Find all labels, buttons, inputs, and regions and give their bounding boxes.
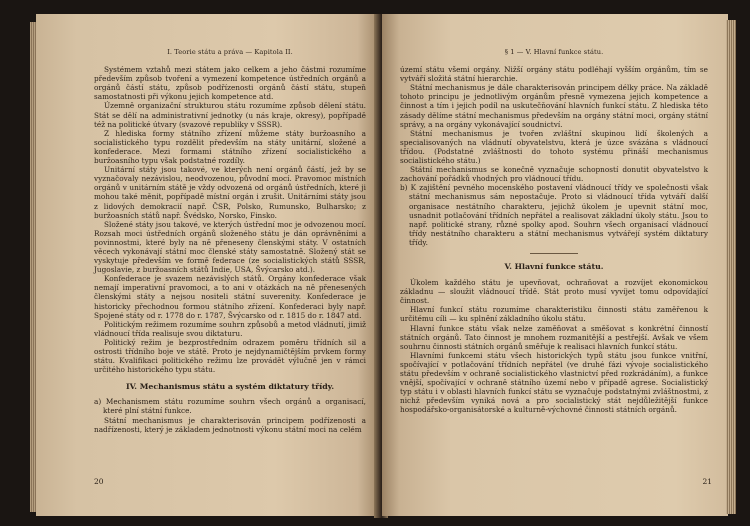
left-paragraph: Politický režim je bezprostředním odrazem poměru třídních sil a ostrosti třídního boje ve státě. Proto je nejdynamičtějším prvkem formy státu. Kvalifikaci politického režimu lze provádět výlučně jen v rámci určitého historického typu státu.: [94, 337, 366, 375]
right-section-title: V. Hlavní funkce státu.: [504, 261, 604, 271]
right-paragraph-2: Hlavní funkcí státu rozumíme charakteristiku činnosti státu zaměřenou k určitému cíli — ku splnění základního úkolu státu.: [400, 305, 708, 324]
right-paragraph: území státu všemi orgány. Nižší orgány státu podléhají vyšším orgánům, tím se vytváří složitá státní hierarchie.: [400, 65, 708, 84]
right-running-head: § 1 — V. Hlavní funkce státu.: [504, 48, 604, 56]
right-page: [382, 14, 728, 516]
left-list-item: a) Mechanismem státu rozumíme souhrn všech orgánů a organisací, které plní státní funkce.: [94, 397, 366, 416]
left-paragraph: Složené státy jsou takové, ve kterých ústřední moc je odvozenou mocí. Rozsah moci ústředních orgánů složeného státu je dán oprávněními a povinnostmi, které byly na ně přeneseny členskými státy. V ostatních věcech vykonávají státní moc členské státy samostatně. Složený stát se vyskytuje především ve formě federace (ze socialistických států SSSR, Jugoslavie, z buržoasních států Indie, USA, Švýcarsko atd.).: [94, 219, 366, 275]
left-section-title: IV. Mechanismus státu a systém diktatury třídy.: [125, 382, 335, 392]
right-paragraph: Státní mechanismus je tvořen zvláštní skupinou lidí školených a specialisovaných na vládnutí obyvatelstvu, která je úzce svázána s vládnoucí třídou. (Podstatné zvláštnosti do tohoto systému přináší mechanismus socialistického státu.): [400, 128, 708, 166]
right-list-item: b) K zajištění pevného mocenského postavení vládnoucí třídy ve společnosti však státní mechanismus sám nepostačuje. Proto si vládnoucí třída vytváří další organisace nestátního charakteru, jejichž úkolem je upevnit státní moc, usnadnit potlačování třídních nepřátel a realisovat základní úkoly státu. Jsou to např. politické strany, různé spolky apod. Souhrn všech organisací vládnoucí třídy nestátního charakteru a státní mechanismus vytvářejí systém diktatury třídy.: [400, 183, 708, 247]
left-paragraph: Územně organizační strukturou státu rozumíme způsob dělení státu. Stát se dělí na administrativní jednotky (u nás kraje, okresy), popřípadě též na politické útvary (svazové republiky v SSSR).: [94, 101, 366, 129]
right-paragraph: Státní mechanismus je dále charakterisován principem délky práce. Na základě tohoto principu je jednotlivým orgánům přesně vymezena jejich kompetence a činnost a tím i jejich podíl na uskutečňování hlavních funkcí státu. Z hlediska této zásady dělíme státní mechanismus především na orgány státní moci, orgány státní správy, a na orgány vykonávající soudnictví.: [400, 83, 708, 129]
left-paragraph: Systémem vztahů mezi státem jako celkem a jeho částmi rozumíme především způsob tvoření a vymezení kompetence ústředních orgánů a orgánů částí státu, způsob podřízenosti orgánů částí státu, stupeň samostatnosti při výkonu jejich kompetence atd.: [94, 65, 366, 102]
left-paragraph: Z hlediska formy státního zřízení můžeme státy buržoasního a socialistického typu rozdělit především na státy unitární, složené a konfederace. Mezi formami státního zřízení socialistického a buržoasního typu však podstatné rozdíly.: [94, 128, 366, 166]
left-paragraph: Unitární státy jsou takové, ve kterých není orgánů částí, jež by se vyznačovaly nezávislou, neodvozenou, původní mocí. Pravomoc místních orgánů v unitárním státě je vždy odvozená od orgánů ústředních, které ji mohou také měnit, popřípadě místní orgán i zrušit. Unitárními státy jsou z lidových demokracií např. ČSR, Polsko, Rumunsko, Bulharsko; z buržoasních států např. Švédsko, Norsko, Finsko.: [94, 165, 366, 220]
section-divider: [530, 253, 578, 254]
left-page-number: 20: [94, 476, 104, 486]
left-paragraph: Politickým režimem rozumíme souhrn způsobů a metod vládnutí, jimiž vládnoucí třída realisuje svou diktaturu.: [94, 319, 366, 338]
right-page-edges: [726, 20, 736, 514]
right-paragraph-2: Hlavní funkce státu však nelze zaměňovat a směšovat s konkrétní činností státních orgánů. Tato činnost je mnohem rozmanitější a pestřejší. Avšak ve všem souhrnu činnosti státních orgánů směřuje k realisaci hlavních funkcí státu.: [400, 323, 708, 351]
left-final-paragraph: Státní mechanismus je charakterisován principem podřízenosti a nadřízenosti, který je základem jednotnosti výkonu státní moci na celém: [94, 415, 366, 434]
left-paragraph: Konfederace je svazem nezávislých států. Orgány konfederace však nemají imperativní pravomoci, a to ani v otázkách na ně přenesených členskými státy a nejsou nositeli státní suverenity. Konfederace je historicky přechodnou formou státního zřízení. Konfederaci byly např. Spojené státy od r. 1778 do r. 1787, Švýcarsko od r. 1815 do r. 1847 atd.: [94, 274, 366, 320]
right-paragraph-2: Hlavními funkcemi státu všech historických typů státu jsou funkce vnitřní, spočívající v potlačování třídních nepřátel (ve druhé fázi vývoje socialistického státu především v ochraně socialistického vlastnictví před rozkrádáním), a funkce vnější, spočívající v ochraně státního území nebo v případě agrese. Socialistický typ státu i v oblasti hlavních funkcí státu se vyznačuje podstatnými zvláštnostmi, z nichž především vyniká nová a pro socialistický stát nejdůležitější funkce hospodářsko-organisátorské a kulturně-výchovné činnosti státních orgánů.: [400, 350, 708, 415]
left-page: [36, 14, 378, 516]
right-paragraph: Státní mechanismus se konečně vyznačuje schopností donutit obyvatelstvo k zachování pořádků vhodných pro vládnoucí třídu.: [400, 165, 708, 184]
left-running-head: I. Teorie státu a práva — Kapitola II.: [167, 48, 293, 56]
right-paragraph-2: Úkolem každého státu je upevňovat, ochraňovat a rozvíjet ekonomickou základnu — sloužit vládnoucí třídě. Stát proto musí vyvíjet tomu odpovídající činnost.: [400, 278, 708, 306]
right-page-number: 21: [702, 476, 712, 486]
